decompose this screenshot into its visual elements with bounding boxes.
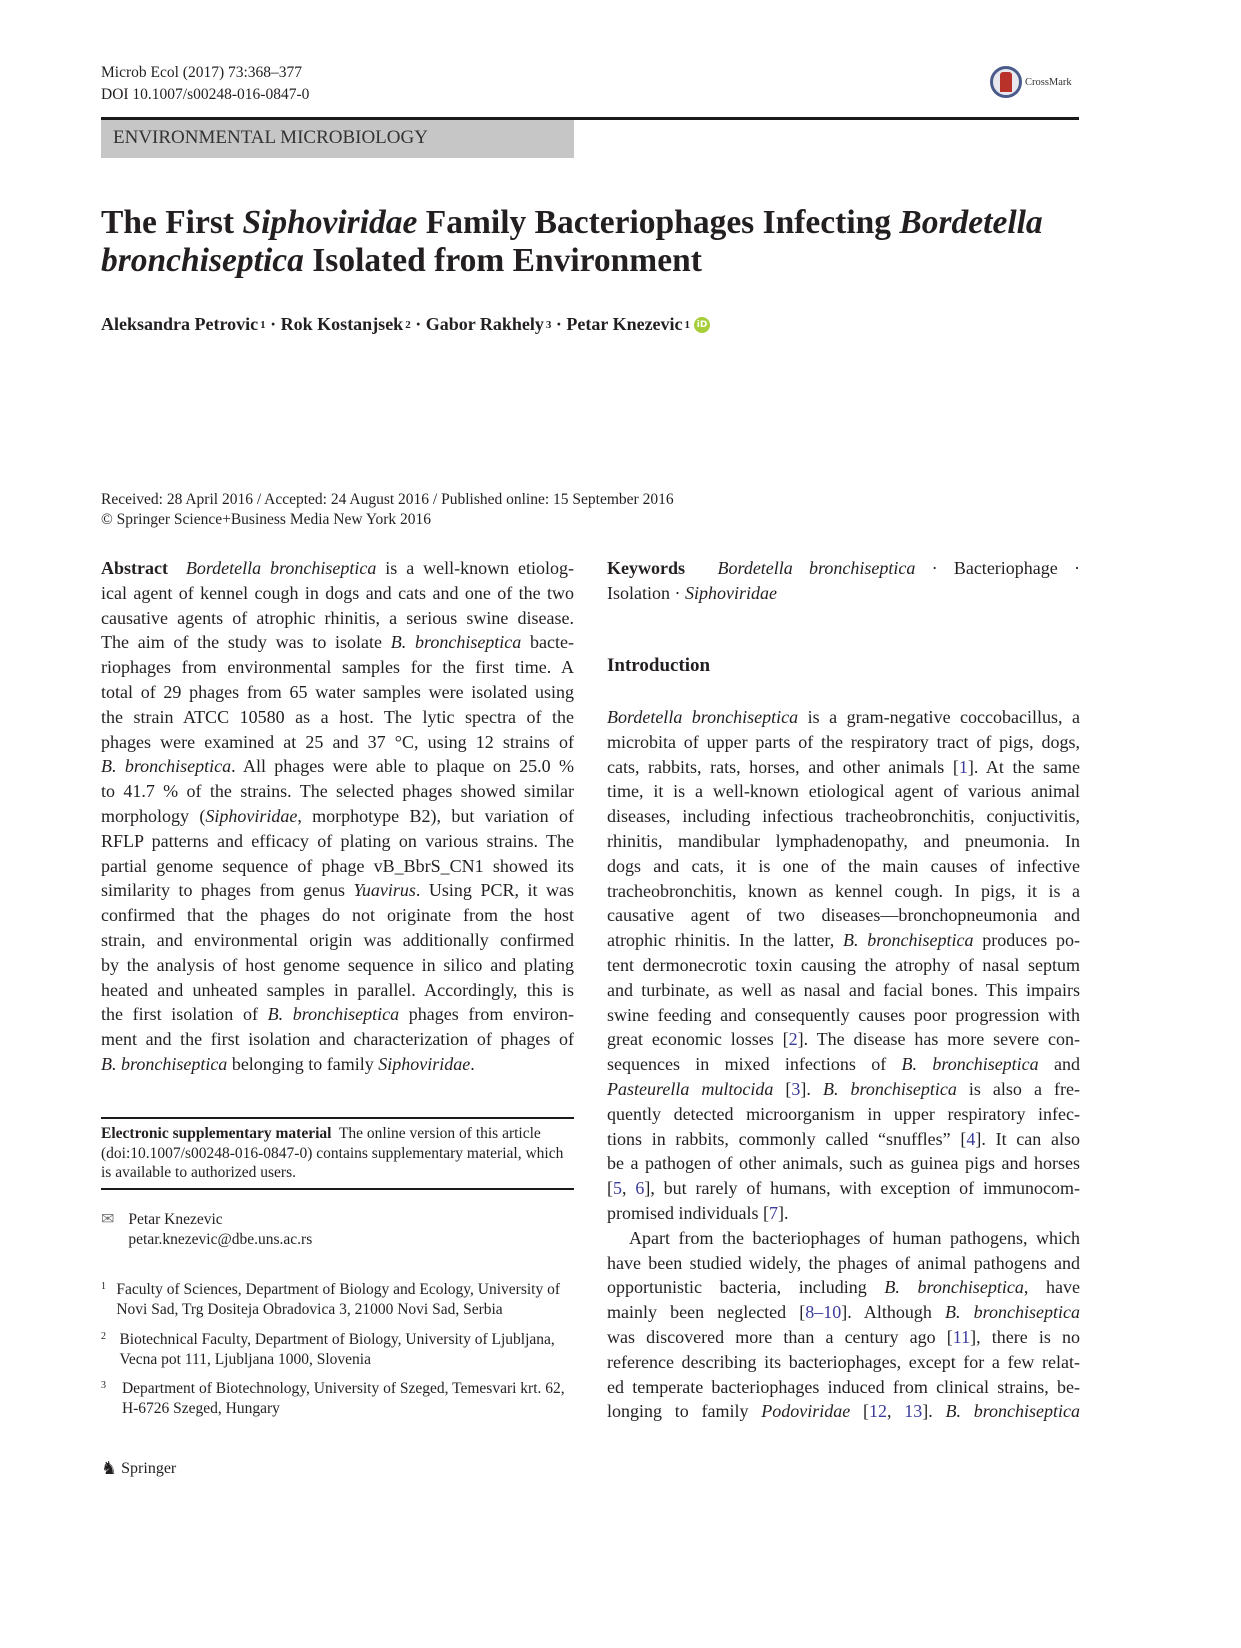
- text-run: have been studied widely, the phages of animal pathogens and: [607, 1252, 1080, 1273]
- supplementary-note: [101, 1124, 574, 1183]
- text-run: heated and unheated samples in parallel. Accordingly, this is: [101, 979, 574, 1000]
- text-run: RFLP patterns and efficacy of plating on various strains. The: [101, 830, 574, 851]
- text-line: [607, 1127, 1080, 1152]
- text-run: ].: [800, 1078, 823, 1099]
- text-run: riophages from environmental samples for the first time. A: [101, 657, 574, 678]
- affiliation: [101, 1280, 574, 1320]
- text-run: .: [470, 1053, 475, 1074]
- text-line: [607, 1251, 1080, 1276]
- text-run: · Bacteriophage ·: [915, 558, 1081, 578]
- text-run: reference describing its bacteriophages, except for a few relat-: [607, 1351, 1080, 1372]
- italic-text: B. bronchiseptica: [267, 1004, 400, 1025]
- text-line: [101, 680, 574, 705]
- text-line: [607, 1201, 1080, 1226]
- text-line: [101, 1002, 574, 1027]
- text-run: , have: [1023, 1277, 1081, 1298]
- text-run: tions in rabbits, commonly called “snuffles” [: [607, 1128, 967, 1149]
- text-run: confirmed that the phages do not originate from the host: [101, 905, 574, 926]
- text-run: to 41.7 % of the strains. The selected phages showed similar: [101, 781, 574, 802]
- text-line: [607, 953, 1080, 978]
- text-run: opportunistic bacteria, including: [607, 1277, 885, 1298]
- text-line: [607, 903, 1080, 928]
- crossmark-icon: [990, 66, 1022, 98]
- citation-link[interactable]: 5: [613, 1178, 622, 1199]
- affiliation-number: 1: [101, 1281, 106, 1292]
- text-line: [607, 779, 1080, 804]
- italic-text: B. bronchiseptica: [945, 1302, 1080, 1323]
- affiliation-text: Faculty of Sciences, Department of Biology and Ecology, University of Novi Sad, Trg Dositeja Obradovica 3, 21000 Novi Sad, Serbia: [116, 1281, 561, 1318]
- text-line: [101, 655, 574, 680]
- text-run: is a gram-negative coccobacillus, a: [798, 707, 1080, 727]
- text-line: [607, 1102, 1080, 1127]
- italic-text: B. bronchiseptica: [101, 756, 232, 777]
- text-run: . All phages were able to plaque on 25.0 %: [231, 756, 574, 777]
- italic-text: Siphoviridae: [242, 204, 418, 241]
- envelope-icon: ✉: [101, 1211, 115, 1228]
- text-line: [101, 829, 574, 854]
- author[interactable]: Rok Kostanjsek: [280, 314, 404, 334]
- author-affiliation-mark: 2: [405, 318, 411, 331]
- text-run: [: [607, 1178, 613, 1199]
- text-line: [101, 903, 574, 928]
- italic-text: B. bronchiseptica: [945, 1401, 1081, 1422]
- text-run: swine feeding and consequently causes poor progression with: [607, 1004, 1080, 1025]
- text-line: [101, 1027, 574, 1052]
- journal-citation: Microb Ecol (2017) 73:368–377: [101, 64, 303, 81]
- text-run: the strain ATCC 10580 as a host. The lytic spectra of the: [101, 706, 574, 727]
- text-line: [607, 1151, 1080, 1176]
- text-line: [101, 630, 574, 655]
- affiliation: [101, 1330, 574, 1370]
- text-run: ], there is no: [970, 1326, 1080, 1347]
- text-run: is also a fre-: [956, 1078, 1080, 1099]
- author-list: [101, 314, 710, 335]
- text-run: , morphotype B2), but variation of: [297, 805, 574, 826]
- text-line: [607, 730, 1080, 755]
- text-run: promised individuals [: [607, 1202, 769, 1223]
- text-line: [101, 730, 574, 755]
- supplementary-text: The online version of this article (doi:10.1007/s00248-016-0847-0) contains supplementary material, which is available to authorized users.: [101, 1125, 564, 1181]
- text-line: [101, 978, 574, 1003]
- text-line: [607, 829, 1080, 854]
- text-run: [: [773, 1078, 792, 1099]
- introduction-heading: Introduction: [607, 655, 711, 676]
- text-line: [101, 606, 574, 631]
- text-run: [685, 558, 717, 578]
- italic-text: Pasteurella multocida: [607, 1078, 774, 1099]
- text-run: ].: [777, 1202, 789, 1223]
- text-run: and turbinate, as well as nasal and facial bones. This impairs: [607, 979, 1080, 1000]
- text-line: [607, 1399, 1080, 1424]
- italic-text: B. bronchiseptica: [842, 930, 974, 951]
- text-run: time, it is a well-known etiological agent of various animal: [607, 781, 1080, 802]
- text-run: mainly been neglected [: [607, 1302, 806, 1323]
- text-run: be a pathogen of other animals, such as guinea pigs and horses: [607, 1153, 1080, 1174]
- affiliation-text: Department of Biotechnology, University of Szeged, Temesvari krt. 62, H-6726 Szeged, Hungary: [121, 1380, 565, 1417]
- text-run: dogs and cats, it is one of the main causes of infective: [607, 855, 1080, 876]
- doi: DOI 10.1007/s00248-016-0847-0: [101, 86, 310, 103]
- publisher-footer: [101, 1458, 176, 1479]
- text-run: is a well-known etiolog-: [376, 558, 575, 578]
- text-run: Apart from the bacteriophages of human pathogens, which: [629, 1227, 1080, 1248]
- text-line: [607, 854, 1080, 879]
- text-run: . Using PCR, it was: [415, 880, 574, 901]
- italic-text: Siphoviridae: [205, 805, 298, 826]
- text-run: ]. It can also: [975, 1128, 1080, 1149]
- text-line: [607, 1176, 1080, 1201]
- correspondence: [101, 1210, 312, 1250]
- publication-dates: Received: 28 April 2016 / Accepted: 24 August 2016 / Published online: 15 September 2016: [101, 491, 674, 508]
- text-line: [607, 928, 1080, 953]
- text-line: [607, 1300, 1080, 1325]
- author-affiliation-mark: 1: [260, 318, 266, 331]
- text-run: belonging to family: [227, 1053, 379, 1074]
- text-run: the first isolation of: [101, 1004, 268, 1025]
- text-run: Isolation ·: [607, 582, 685, 603]
- text-line: [607, 879, 1080, 904]
- text-line: [607, 1275, 1080, 1300]
- text-run: strain, and environmental origin was additionally confirmed: [101, 929, 574, 950]
- affiliation-number: 2: [101, 1331, 106, 1342]
- text-run: The aim of the study was to isolate: [101, 632, 391, 653]
- orcid-icon[interactable]: iD: [694, 317, 710, 333]
- italic-text: B. bronchiseptica: [901, 1054, 1039, 1075]
- italic-text: B. bronchiseptica: [884, 1277, 1024, 1298]
- publisher-name: Springer: [121, 1459, 177, 1477]
- text-run: and: [1038, 1054, 1080, 1075]
- italic-text: Bordetella bronchiseptica: [185, 558, 377, 578]
- text-run: causative agent of two diseases—bronchopneumonia and: [607, 905, 1080, 926]
- italic-text: Bordetella: [899, 204, 1043, 241]
- text-run: phages from environ-: [399, 1004, 574, 1025]
- affiliation: [101, 1379, 574, 1419]
- bold-label: Abstract: [101, 558, 168, 578]
- text-run: ]. At the same: [967, 756, 1080, 777]
- text-line: [607, 1052, 1080, 1077]
- text-line: [101, 1052, 574, 1077]
- author-separator: ·: [410, 314, 426, 334]
- text-line: [607, 755, 1080, 780]
- citation-link[interactable]: 4: [966, 1128, 976, 1149]
- text-run: phages were examined at 25 and 37 °C, using 12 strains of: [101, 731, 574, 752]
- crossmark-label: CrossMark: [1025, 76, 1072, 88]
- italic-text: Yuavirus: [353, 880, 416, 901]
- text-run: longing to family: [607, 1401, 762, 1422]
- crossmark-badge[interactable]: [990, 66, 1072, 98]
- text-run: ical agent of kennel cough in dogs and cats and one of the two: [101, 582, 574, 603]
- article-dates: [101, 490, 674, 530]
- title-line-1: [101, 204, 1081, 242]
- corresponding-email[interactable]: petar.knezevic@dbe.uns.ac.rs: [128, 1231, 313, 1248]
- citation-link[interactable]: 7: [768, 1202, 778, 1223]
- text-run: ], but rarely of humans, with exception of immunocom-: [644, 1178, 1080, 1199]
- introduction-body: [607, 705, 1080, 1424]
- text-line: [607, 1077, 1080, 1102]
- text-run: ,: [622, 1178, 636, 1199]
- text-run: partial genome sequence of phage vB_BbrS_CN1 showed its: [101, 855, 574, 876]
- text-run: causative agents of atrophic rhinitis, a serious swine disease.: [101, 607, 574, 628]
- citation-link[interactable]: 1: [958, 756, 968, 777]
- citation-link[interactable]: 11: [952, 1326, 971, 1347]
- citation-link[interactable]: 3: [791, 1078, 801, 1099]
- text-run: tracheobronchitis, known as kennel cough. In pigs, it is a: [607, 880, 1080, 901]
- bold-label: Keywords: [607, 558, 685, 578]
- text-run: similarity to phages from genus: [101, 880, 354, 901]
- author-affiliation-mark: 3: [545, 318, 552, 331]
- text-line: [101, 854, 574, 879]
- author[interactable]: Gabor Rakhely: [425, 314, 544, 334]
- text-line: [101, 754, 574, 779]
- text-line: [101, 705, 574, 730]
- text-run: cats, rabbits, rats, horses, and other animals [: [607, 756, 959, 777]
- citation-link[interactable]: 6: [635, 1178, 645, 1199]
- italic-text: B. bronchiseptica: [101, 1053, 228, 1074]
- article-title: [101, 204, 1081, 280]
- text-run: by the analysis of host genome sequence in silico and plating: [101, 954, 574, 975]
- italic-text: Bordetella bronchiseptica: [607, 707, 799, 727]
- text-run: was discovered more than a century ago [: [607, 1326, 953, 1347]
- section-label: ENVIRONMENTAL MICROBIOLOGY: [101, 120, 574, 158]
- text-run: ,: [886, 1401, 905, 1422]
- text-run: ed temperate bacteriophages induced from clinical strains, be-: [607, 1376, 1080, 1397]
- author[interactable]: Petar Knezevic: [566, 314, 683, 334]
- citation-link[interactable]: 13: [904, 1401, 923, 1422]
- text-run: ].: [922, 1401, 946, 1422]
- italic-text: Siphoviridae: [685, 582, 777, 603]
- text-line: [607, 556, 1080, 581]
- italic-text: Podoviridae: [761, 1401, 851, 1422]
- italic-text: Siphoviridae: [378, 1053, 471, 1074]
- author-affiliation-mark: 1: [684, 318, 691, 331]
- citation-link[interactable]: 8–10: [805, 1302, 842, 1323]
- text-run: Family Bacteriophages Infecting: [417, 204, 900, 241]
- journal-meta: [101, 62, 309, 106]
- text-run: rhinitis, mandibular lymphadenopathy, and pneumonia. In: [607, 830, 1080, 851]
- italic-text: bronchiseptica: [101, 242, 304, 279]
- text-line: [101, 953, 574, 978]
- corresponding-author: Petar Knezevic: [128, 1211, 223, 1228]
- italic-text: B. bronchiseptica: [390, 632, 522, 653]
- springer-horse-icon: ♞: [101, 1458, 118, 1478]
- text-run: microbita of upper parts of the respiratory tract of pigs, dogs,: [607, 731, 1080, 752]
- text-line: [607, 1027, 1080, 1052]
- text-run: ]. Although: [841, 1302, 946, 1323]
- divider: [101, 1188, 574, 1190]
- text-line: [101, 878, 574, 903]
- text-line: [607, 581, 1080, 606]
- text-line: [607, 978, 1080, 1003]
- text-run: atrophic rhinitis. In the latter,: [607, 930, 843, 951]
- text-run: quently detected microorganism in upper respiratory infec-: [607, 1103, 1080, 1124]
- text-line: [607, 1350, 1080, 1375]
- affiliation-text: Biotechnical Faculty, Department of Biology, University of Ljubljana, Vecna pot 111, Ljubljana 1000, Slovenia: [119, 1331, 555, 1368]
- text-run: [168, 558, 186, 578]
- text-line: [607, 1325, 1080, 1350]
- text-run: ment and the first isolation and characterization of phages of: [101, 1029, 574, 1050]
- citation-link[interactable]: 2: [788, 1029, 798, 1050]
- text-line: [607, 705, 1080, 730]
- text-line: [101, 779, 574, 804]
- text-line: [607, 1375, 1080, 1400]
- text-run: total of 29 phages from 65 water samples were isolated using: [101, 681, 574, 702]
- text-line: [607, 1226, 1080, 1251]
- citation-link[interactable]: 12: [868, 1401, 887, 1422]
- text-run: morphology (: [101, 805, 206, 826]
- text-run: [: [850, 1401, 869, 1422]
- supplementary-label: Electronic supplementary material: [101, 1125, 332, 1142]
- abstract: [101, 556, 574, 1077]
- text-line: [607, 1003, 1080, 1028]
- text-run: produces po-: [973, 930, 1080, 951]
- text-line: [101, 928, 574, 953]
- keywords: [607, 556, 1080, 606]
- author-separator: ·: [265, 314, 281, 334]
- text-run: tent dermonecrotic toxin causing the atrophy of nasal septum: [607, 954, 1080, 975]
- title-line-2: [101, 242, 1081, 280]
- text-line: [607, 804, 1080, 829]
- italic-text: B. bronchiseptica: [822, 1078, 957, 1099]
- author[interactable]: Aleksandra Petrovic: [101, 314, 259, 334]
- text-line: [101, 581, 574, 606]
- text-line: [101, 804, 574, 829]
- author-separator: ·: [551, 314, 567, 334]
- text-run: Isolated from Environment: [303, 242, 702, 279]
- italic-text: Bordetella bronchiseptica: [717, 558, 916, 578]
- text-run: bacte-: [521, 632, 575, 653]
- divider: [101, 1117, 574, 1119]
- text-run: diseases, including infectious tracheobronchitis, conjuctivitis,: [607, 806, 1080, 827]
- affiliation-number: 3: [101, 1380, 106, 1391]
- text-run: ]. The disease has more severe con-: [797, 1029, 1080, 1050]
- copyright: © Springer Science+Business Media New York 2016: [101, 511, 432, 528]
- text-run: great economic losses [: [607, 1029, 789, 1050]
- text-line: [101, 556, 574, 581]
- text-run: sequences in mixed infections of: [607, 1054, 902, 1075]
- text-run: The First: [101, 204, 243, 241]
